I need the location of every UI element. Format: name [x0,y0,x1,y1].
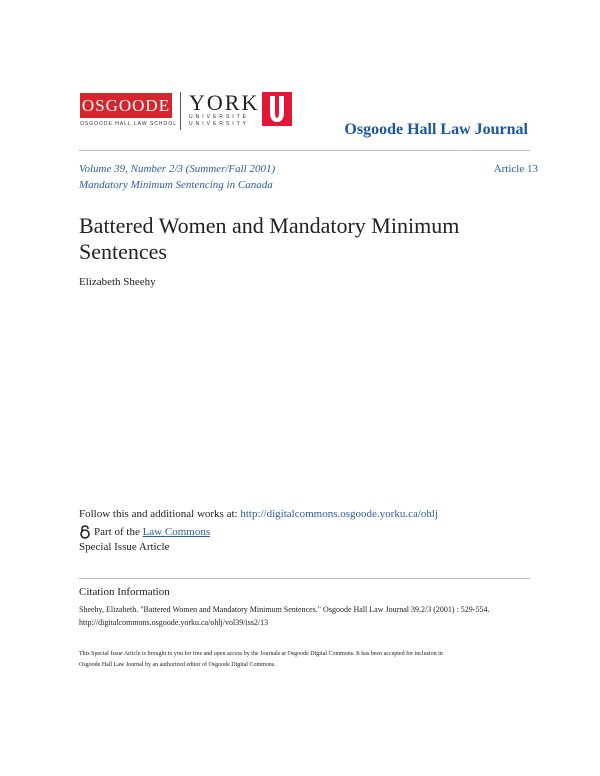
osgoode-logo [80,93,178,127]
access-notice-line1: This Special Issue Article is brought to you for free and open access by the Journals at Osgoode Digital Commons. It has been accepted for inclusion in [79,651,443,657]
special-issue-link[interactable]: Mandatory Minimum Sentencing in Canada [79,179,273,191]
york-logo-sub-en: UNIVERSITY [189,121,250,127]
citation-divider [79,578,530,579]
citation-body [79,603,534,629]
open-access-icon [79,525,91,539]
access-notice [79,649,529,671]
follow-url-link[interactable]: http://digitalcommons.osgoode.yorku.ca/ohlj [240,508,439,520]
citation-text: Sheehy, Elizabeth. "Battered Women and Mandatory Minimum Sentences." Osgoode Hall Law Journal 39.2/3 (2001) : 529-554. [79,605,490,614]
article-number-link[interactable]: Article 13 [493,163,538,175]
part-of-label: Part of the [94,526,140,538]
follow-line [79,508,438,520]
volume-link[interactable]: Volume 39, Number 2/3 (Summer/Fall 2001) [79,163,276,175]
law-commons-link[interactable]: Law Commons [142,526,211,538]
york-logo [189,92,259,128]
citation-heading: Citation Information [79,586,170,598]
access-notice-line2: Osgoode Hall Law Journal by an authorized editor of Osgoode Digital Commons. [79,662,276,668]
header-divider [79,150,530,151]
york-u-icon [262,92,292,126]
citation-url[interactable]: http://digitalcommons.osgoode.yorku.ca/ohlj/vol39/iss2/13 [79,618,269,627]
part-of-line [79,525,210,539]
logo-divider [180,92,181,130]
york-logo-sub-fr: UNIVERSITÉ [189,114,250,120]
follow-label: Follow this and additional works at: [79,508,241,520]
york-logo-wordmark: YORK [189,90,260,115]
article-author: Elizabeth Sheehy [79,276,156,288]
osgoode-logo-wordmark: OSGOODE [80,93,172,118]
article-title: Battered Women and Mandatory Minimum Sentences [79,213,460,264]
article-type: Special Issue Article [79,541,170,553]
journal-title[interactable]: Osgoode Hall Law Journal [344,121,528,138]
osgoode-logo-subtext: OSGOODE HALL LAW SCHOOL [80,121,178,127]
